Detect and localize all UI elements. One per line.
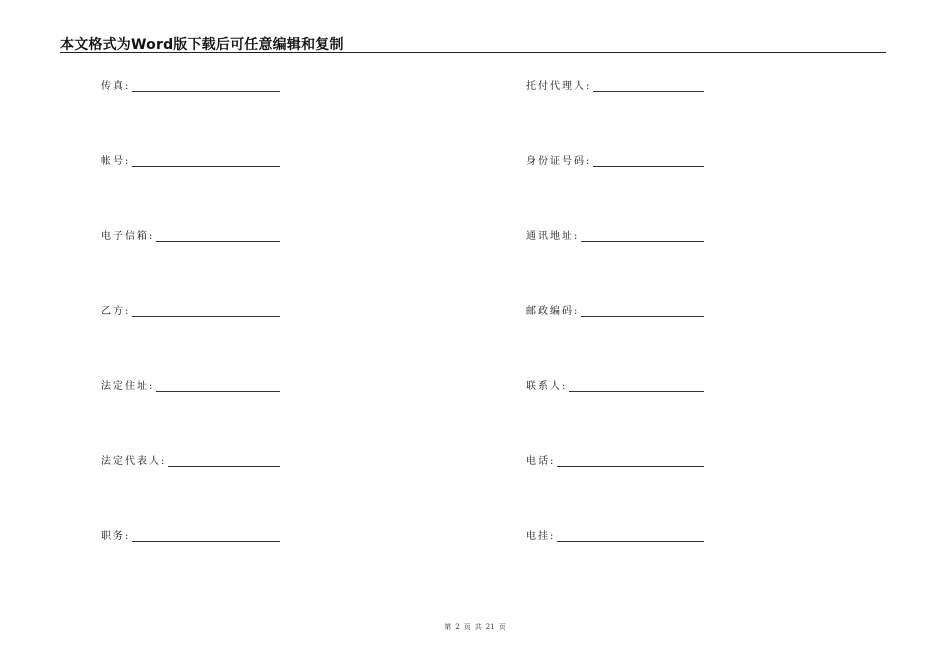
fax-field [101,78,280,92]
contact-person-blank-line[interactable] [569,382,704,392]
id-number-label: 身份证号码: [526,156,592,167]
account-label: 帐号: [101,156,131,167]
entrusted-agent-field [526,78,704,92]
contact-person-field [526,378,704,392]
entrusted-agent-blank-line[interactable] [593,82,704,92]
page-prefix: 第 [444,623,452,631]
email-field [101,228,280,242]
account-field [101,153,280,167]
fax-label: 传真: [101,81,131,92]
email-label: 电子信箱: [101,231,155,242]
party-b-label: 乙方: [101,306,131,317]
entrusted-agent-label: 托付代理人: [526,81,592,92]
mailing-address-blank-line[interactable] [581,232,704,242]
document-header [60,34,886,53]
legal-representative-field [101,453,280,467]
phone-blank-line[interactable] [557,457,704,467]
telegraph-field [526,528,704,542]
contact-person-label: 联系人: [526,381,568,392]
party-b-field [101,303,280,317]
id-number-blank-line[interactable] [593,157,704,167]
position-blank-line[interactable] [132,532,280,542]
postal-code-label: 邮政编码: [526,306,580,317]
legal-address-blank-line[interactable] [156,382,280,392]
total-word: 共 [474,623,482,631]
legal-address-field [101,378,280,392]
phone-field [526,453,704,467]
page-total: 21 [485,623,495,631]
postal-code-field [526,303,704,317]
id-number-field [526,153,704,167]
page-word: 页 [463,623,471,631]
legal-address-label: 法定住址: [101,381,155,392]
position-label: 职务: [101,531,131,542]
mailing-address-label: 通讯地址: [526,231,580,242]
page-current: 2 [455,623,460,631]
page-suffix: 页 [498,623,506,631]
header-title: 本文格式为Word版下载后可任意编辑和复制 [60,37,344,53]
postal-code-blank-line[interactable] [581,307,704,317]
party-b-blank-line[interactable] [132,307,280,317]
page-footer [0,622,950,632]
legal-representative-label: 法定代表人: [101,456,167,467]
phone-label: 电话: [526,456,556,467]
mailing-address-field [526,228,704,242]
legal-representative-blank-line[interactable] [168,457,280,467]
position-field [101,528,280,542]
email-blank-line[interactable] [156,232,280,242]
telegraph-blank-line[interactable] [557,532,704,542]
telegraph-label: 电挂: [526,531,556,542]
account-blank-line[interactable] [132,157,280,167]
fax-blank-line[interactable] [132,82,280,92]
